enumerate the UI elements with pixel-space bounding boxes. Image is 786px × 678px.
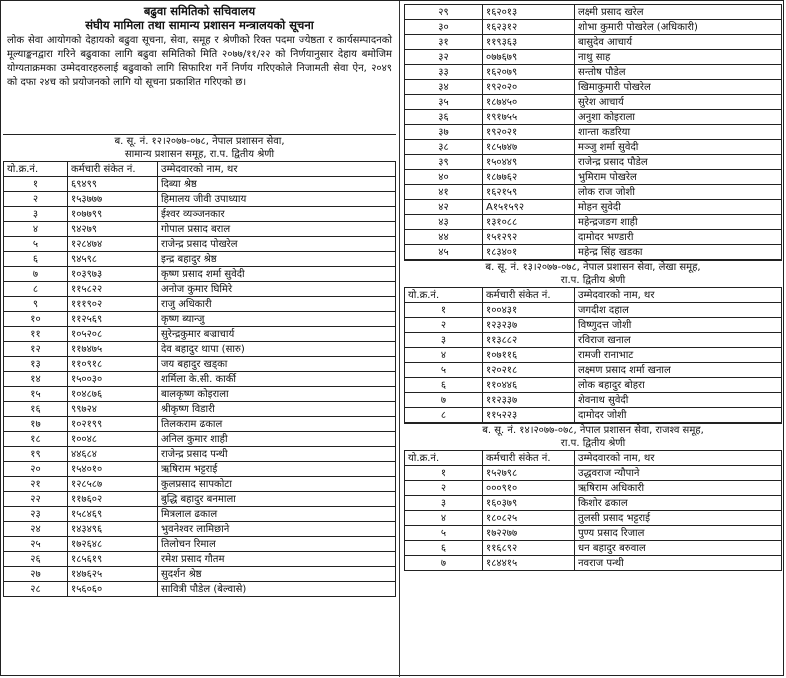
- employee-symbol-cell: १८७७६२: [483, 170, 575, 185]
- candidate-name-cell: जगदीश दहाल: [575, 303, 782, 318]
- serial-number-cell: ७: [405, 556, 483, 571]
- serial-number-cell: २७: [4, 567, 68, 582]
- table-row: [405, 556, 782, 571]
- employee-symbol-cell: ११२५६९: [68, 312, 158, 327]
- table-row: [405, 333, 782, 348]
- employee-symbol-cell: ११६८९२: [483, 541, 575, 556]
- serial-number-cell: ३६: [405, 110, 483, 125]
- candidate-name-cell: राजेन्द्र प्रसाद पन्थी: [158, 447, 396, 462]
- employee-symbol-cell: ९४२७९: [68, 222, 158, 237]
- employee-symbol-cell: १६२३१२: [483, 20, 575, 35]
- serial-number-cell: १५: [4, 387, 68, 402]
- employee-symbol-cell: १८७४५०: [483, 95, 575, 110]
- employee-symbol-cell: १९२०२१: [483, 125, 575, 140]
- employee-symbol-cell: १२८४७४: [68, 237, 158, 252]
- candidate-name-cell: शोभा कुमारी पोखरेल (अधिकारी): [575, 20, 782, 35]
- employee-symbol-cell: ११३८८२: [483, 333, 575, 348]
- serial-number-cell: ३९: [405, 155, 483, 170]
- table-row: [4, 447, 396, 462]
- serial-number-cell: ३८: [405, 140, 483, 155]
- employee-symbol-cell: १९२०२०: [483, 80, 575, 95]
- candidate-name-cell: अनुशा कोइराला: [575, 110, 782, 125]
- candidate-name-cell: इन्द्र बहादुर श्रेष्ठ: [158, 252, 396, 267]
- employee-symbol-cell: ११५२२३: [483, 408, 575, 423]
- candidate-name-cell: नाथु साह: [575, 50, 782, 65]
- employee-symbol-cell: १७२२७७: [483, 526, 575, 541]
- candidate-name-cell: तुलसी प्रसाद भट्टराई: [575, 511, 782, 526]
- employee-symbol-cell: १०३९७३: [68, 267, 158, 282]
- candidate-name-cell: जय बहादुर खड्का: [158, 357, 396, 372]
- candidate-name-cell: महेन्द्र सिंह खडका: [575, 245, 782, 260]
- table-row: [4, 237, 396, 252]
- serial-number-cell: ९: [4, 297, 68, 312]
- serial-number-cell: ४१: [405, 185, 483, 200]
- candidate-name-cell: हिमालय जीवी उपाध्याय: [158, 192, 396, 207]
- table-row: [4, 312, 396, 327]
- table-row: [405, 95, 782, 110]
- table-row: [4, 477, 396, 492]
- employee-symbol-cell: १४७६२५: [68, 567, 158, 582]
- candidate-name-cell: भुवनेश्वर लामिछाने: [158, 522, 396, 537]
- section1-table: [3, 161, 396, 597]
- table-row: [405, 20, 782, 35]
- table-row: [405, 466, 782, 481]
- employee-symbol-cell: ११०४४६: [483, 378, 575, 393]
- serial-number-cell: ४: [405, 348, 483, 363]
- candidate-name-cell: राजु अधिकारी: [158, 297, 396, 312]
- section3-title-line1: ब. सू. नं. १४।२०७७-०७८, नेपाल प्रशासन सेवा, राजश्व समूह,: [482, 425, 704, 436]
- serial-number-cell: ३: [405, 333, 483, 348]
- employee-symbol-cell: १७२६४८: [68, 537, 158, 552]
- ministry-heading: संघीय मामिला तथा सामान्य प्रशासन मन्त्रालयको सूचना: [85, 18, 314, 32]
- candidate-name-cell: बासुदेव आचार्य: [575, 35, 782, 50]
- section3-title-line2: रा.प. द्वितीय श्रेणी: [560, 438, 626, 449]
- employee-symbol-cell: १४३४९६: [68, 522, 158, 537]
- candidate-name-cell: रविराज खनाल: [575, 333, 782, 348]
- section2-title: [404, 260, 782, 287]
- serial-number-cell: ३३: [405, 65, 483, 80]
- table-row: [405, 65, 782, 80]
- section3-title: [404, 423, 782, 450]
- serial-number-cell: ८: [405, 408, 483, 423]
- table-row: [405, 303, 782, 318]
- candidate-name-cell: पुण्य प्रसाद रिजाल: [575, 526, 782, 541]
- table-row: [405, 408, 782, 423]
- table-row: [405, 140, 782, 155]
- section1-title: [3, 134, 396, 161]
- serial-number-cell: ५: [405, 526, 483, 541]
- section1-cont-table: [404, 4, 782, 260]
- candidate-name-cell: लोक राज जोशी: [575, 185, 782, 200]
- employee-symbol-cell: १५८४६९: [68, 507, 158, 522]
- serial-number-cell: १६: [4, 402, 68, 417]
- table-row: [405, 170, 782, 185]
- candidate-name-cell: कृष्ण प्रसाद शर्मा सुवेदी: [158, 267, 396, 282]
- serial-number-cell: ४०: [405, 170, 483, 185]
- serial-number-cell: ६: [4, 252, 68, 267]
- candidate-name-cell: कुलप्रसाद सापकोटा: [158, 477, 396, 492]
- candidate-name-cell: सुरेन्द्रकुमार बज्राचार्य: [158, 327, 396, 342]
- candidate-name-cell: शान्ता कडरिया: [575, 125, 782, 140]
- candidate-name-cell: बालकृष्ण कोइराला: [158, 387, 396, 402]
- serial-number-cell: २८: [4, 582, 68, 597]
- employee-symbol-cell: १८५७४७: [483, 140, 575, 155]
- table-row: [4, 417, 396, 432]
- candidate-name-cell: रमेश प्रसाद गौतम: [158, 552, 396, 567]
- table-row: [4, 252, 396, 267]
- candidate-name-cell: अनिल कुमार शाही: [158, 432, 396, 447]
- section2-rows: [405, 303, 782, 423]
- employee-symbol-cell: ११५८२२: [68, 282, 158, 297]
- candidate-name-cell: विष्णुदत्त जोशी: [575, 318, 782, 333]
- intro-paragraph: लोक सेवा आयोगको देहायको बढुवा सूचना, सेवा, समूह र श्रेणीको रिक्त पदमा ज्येष्ठता र कार्यसम्पादनको मूल्याङ्कनद्वारा गरिने बढुवाका लागि बढुवा समितिको मिति २०७७/११/२२ को निर्णयानुसार देहाय बमोजिम योग्यताक्रमका उम्मेदवारहरुलाई बढुवाको लागि सिफारिश गर्ने निर्णय गरिएकोले निजामती सेवा ऐन, २०४९ को दफा २४च को प्रयोजनको लागि यो सूचना प्रकाशित गरिएको छ।: [7, 35, 392, 88]
- serial-number-cell: १०: [4, 312, 68, 327]
- table-row: [4, 432, 396, 447]
- table-row: [405, 318, 782, 333]
- serial-number-cell: २२: [4, 492, 68, 507]
- serial-number-cell: ३०: [405, 20, 483, 35]
- serial-number-cell: १७: [4, 417, 68, 432]
- table-row: [4, 282, 396, 297]
- candidate-name-cell: शेवनाथ सुवेदी: [575, 393, 782, 408]
- employee-symbol-cell: १०७११६: [483, 348, 575, 363]
- employee-symbol-cell: १२३२३७: [483, 318, 575, 333]
- col-symbol-header: कर्मचारी संकेत नं.: [68, 162, 158, 177]
- candidate-name-cell: ऋषिराम अधिकारी: [575, 481, 782, 496]
- table-row: [4, 552, 396, 567]
- serial-number-cell: १: [405, 466, 483, 481]
- table-row: [405, 393, 782, 408]
- candidate-name-cell: लक्ष्मी प्रसाद खरेल: [575, 5, 782, 20]
- table-row: [4, 537, 396, 552]
- serial-number-cell: २३: [4, 507, 68, 522]
- serial-number-cell: ७: [405, 393, 483, 408]
- right-column: [404, 4, 782, 571]
- serial-number-cell: ३२: [405, 50, 483, 65]
- serial-number-cell: ३१: [405, 35, 483, 50]
- table-row: [405, 541, 782, 556]
- candidate-name-cell: दामोदर भण्डारी: [575, 230, 782, 245]
- employee-symbol-cell: १०२१९९: [68, 417, 158, 432]
- serial-number-cell: ४४: [405, 230, 483, 245]
- section3-header-row: [405, 451, 782, 466]
- employee-symbol-cell: १८५६१९: [68, 552, 158, 567]
- candidate-name-cell: महेन्द्रजङग शाही: [575, 215, 782, 230]
- col-symbol-header: कर्मचारी संकेत नं.: [483, 288, 575, 303]
- table-row: [4, 207, 396, 222]
- employee-symbol-cell: ०००९१०: [483, 481, 575, 496]
- table-row: [405, 5, 782, 20]
- table-row: [4, 222, 396, 237]
- serial-number-cell: १३: [4, 357, 68, 372]
- office-heading: बढुवा समितिको सचिवालय: [143, 4, 256, 18]
- table-row: [405, 110, 782, 125]
- section1-title-line1: ब. सू. नं. १२।२०७७-०७८, नेपाल प्रशासन सेवा,: [114, 136, 285, 147]
- employee-symbol-cell: A१५१५९२: [483, 200, 575, 215]
- col-sn-header: यो.क्र.नं.: [405, 288, 483, 303]
- candidate-name-cell: किशोर ढकाल: [575, 496, 782, 511]
- employee-symbol-cell: १८३४०१: [483, 245, 575, 260]
- employee-symbol-cell: १३१०८८: [483, 215, 575, 230]
- table-row: [4, 387, 396, 402]
- employee-symbol-cell: १००४३१: [483, 303, 575, 318]
- serial-number-cell: ६: [405, 541, 483, 556]
- section2-table: [404, 287, 782, 423]
- col-name-header: उम्मेदवारको नाम, थर: [575, 451, 782, 466]
- section3-table: [404, 450, 782, 571]
- table-row: [4, 402, 396, 417]
- employee-symbol-cell: १५००३०: [68, 372, 158, 387]
- serial-number-cell: २५: [4, 537, 68, 552]
- serial-number-cell: ३: [405, 496, 483, 511]
- employee-symbol-cell: ९९७२४: [68, 402, 158, 417]
- candidate-name-cell: सुरेश आचार्य: [575, 95, 782, 110]
- candidate-name-cell: भुमिराम पोखरेल: [575, 170, 782, 185]
- candidate-name-cell: लक्ष्मण प्रसाद शर्मा खनाल: [575, 363, 782, 378]
- serial-number-cell: १: [405, 303, 483, 318]
- table-row: [405, 496, 782, 511]
- serial-number-cell: २४: [4, 522, 68, 537]
- serial-number-cell: ३७: [405, 125, 483, 140]
- table-row: [4, 492, 396, 507]
- candidate-name-cell: राजेन्द्र प्रसाद पौडेल: [575, 155, 782, 170]
- serial-number-cell: ४३: [405, 215, 483, 230]
- table-row: [4, 342, 396, 357]
- employee-symbol-cell: ११७४७५: [68, 342, 158, 357]
- candidate-name-cell: ऋषिराम भट्टराई: [158, 462, 396, 477]
- col-name-header: उम्मेदवारको नाम, थर: [575, 288, 782, 303]
- serial-number-cell: ११: [4, 327, 68, 342]
- candidate-name-cell: बुद्धि बहादुर बनमाला: [158, 492, 396, 507]
- table-row: [405, 35, 782, 50]
- employee-symbol-cell: १६२१५९: [483, 185, 575, 200]
- serial-number-cell: २: [405, 318, 483, 333]
- table-row: [405, 363, 782, 378]
- candidate-name-cell: उद्धवराज न्यौपाने: [575, 466, 782, 481]
- employee-symbol-cell: ९४५९८: [68, 252, 158, 267]
- employee-symbol-cell: १८४४१५: [483, 556, 575, 571]
- serial-number-cell: २०: [4, 462, 68, 477]
- col-sn-header: यो.क्र.नं.: [4, 162, 68, 177]
- table-row: [4, 567, 396, 582]
- employee-symbol-cell: १०७७९९: [68, 207, 158, 222]
- candidate-name-cell: ईश्वर व्यञ्जनकार: [158, 207, 396, 222]
- employee-symbol-cell: १८०८२५: [483, 511, 575, 526]
- serial-number-cell: ३५: [405, 95, 483, 110]
- col-name-header: उम्मेदवारको नाम, थर: [158, 162, 396, 177]
- table-row: [4, 507, 396, 522]
- table-row: [405, 378, 782, 393]
- table-row: [405, 526, 782, 541]
- section2-header-row: [405, 288, 782, 303]
- serial-number-cell: १४: [4, 372, 68, 387]
- serial-number-cell: २: [405, 481, 483, 496]
- table-row: [4, 267, 396, 282]
- employee-symbol-cell: १२८५८७: [68, 477, 158, 492]
- employee-symbol-cell: ११७६०२: [68, 492, 158, 507]
- table-row: [405, 511, 782, 526]
- table-row: [4, 357, 396, 372]
- table-row: [405, 80, 782, 95]
- table-row: [405, 185, 782, 200]
- employee-symbol-cell: १५२७९८: [483, 466, 575, 481]
- table-row: [405, 50, 782, 65]
- employee-symbol-cell: १५६०६०: [68, 582, 158, 597]
- candidate-name-cell: मोहन सुवेदी: [575, 200, 782, 215]
- serial-number-cell: ५: [405, 363, 483, 378]
- section1-header-row: [4, 162, 396, 177]
- table-row: [4, 327, 396, 342]
- employee-symbol-cell: १६२०७९: [483, 65, 575, 80]
- table-row: [405, 125, 782, 140]
- table-row: [405, 215, 782, 230]
- candidate-name-cell: मित्रलाल ढकाल: [158, 507, 396, 522]
- serial-number-cell: १२: [4, 342, 68, 357]
- candidate-name-cell: मञ्जु शर्मा सुवेदी: [575, 140, 782, 155]
- serial-number-cell: १: [4, 177, 68, 192]
- table-row: [4, 582, 396, 597]
- table-row: [405, 230, 782, 245]
- employee-symbol-cell: १५३७७७: [68, 192, 158, 207]
- table-row: [4, 192, 396, 207]
- section1-title-line2: सामान्य प्रशासन समूह, रा.प. द्वितीय श्रेणी: [124, 149, 275, 160]
- candidate-name-cell: रामजी रानाभाट: [575, 348, 782, 363]
- serial-number-cell: ४: [405, 511, 483, 526]
- candidate-name-cell: राजेन्द्र प्रसाद पोखरेल: [158, 237, 396, 252]
- candidate-name-cell: गोपाल प्रसाद बराल: [158, 222, 396, 237]
- table-row: [405, 155, 782, 170]
- col-symbol-header: कर्मचारी संकेत नं.: [483, 451, 575, 466]
- employee-symbol-cell: ११२३३७: [483, 393, 575, 408]
- serial-number-cell: ४२: [405, 200, 483, 215]
- section1-rows: [4, 177, 396, 597]
- table-row: [405, 481, 782, 496]
- serial-number-cell: १८: [4, 432, 68, 447]
- candidate-name-cell: सन्तोष पौडेल: [575, 65, 782, 80]
- serial-number-cell: ३४: [405, 80, 483, 95]
- left-column: [3, 4, 396, 597]
- employee-symbol-cell: १५४०१०: [68, 462, 158, 477]
- candidate-name-cell: सावित्री पौडेल (बेल्वासे): [158, 582, 396, 597]
- candidate-name-cell: नवराज पन्थी: [575, 556, 782, 571]
- table-row: [405, 348, 782, 363]
- table-row: [4, 462, 396, 477]
- table-row: [405, 200, 782, 215]
- table-row: [4, 177, 396, 192]
- section2-title-line1: ब. सू. नं. १३।२०७७-०७८, नेपाल प्रशासन सेवा, लेखा समूह,: [485, 262, 701, 273]
- employee-symbol-cell: १५१२९२: [483, 230, 575, 245]
- serial-number-cell: २९: [405, 5, 483, 20]
- employee-symbol-cell: ४४६८४: [68, 447, 158, 462]
- serial-number-cell: ४५: [405, 245, 483, 260]
- column-divider: [399, 1, 400, 677]
- candidate-name-cell: देव बहादुर थापा (सारु): [158, 342, 396, 357]
- employee-symbol-cell: १०४८७६: [68, 387, 158, 402]
- candidate-name-cell: श्रीकृष्ण विडारी: [158, 402, 396, 417]
- candidate-name-cell: खिमाकुमारी पोखरेल: [575, 80, 782, 95]
- col-sn-header: यो.क्र.नं.: [405, 451, 483, 466]
- serial-number-cell: २६: [4, 552, 68, 567]
- table-row: [405, 245, 782, 260]
- candidate-name-cell: दिब्या श्रेष्ठ: [158, 177, 396, 192]
- candidate-name-cell: अनोज कुमार घिमिरे: [158, 282, 396, 297]
- table-row: [4, 372, 396, 387]
- candidate-name-cell: कृष्ण ब्यान्जु: [158, 312, 396, 327]
- employee-symbol-cell: १००४८: [68, 432, 158, 447]
- employee-symbol-cell: १२०२१८: [483, 363, 575, 378]
- candidate-name-cell: दामोदर जोशी: [575, 408, 782, 423]
- employee-symbol-cell: ०७७६७९: [483, 50, 575, 65]
- serial-number-cell: ३: [4, 207, 68, 222]
- serial-number-cell: २१: [4, 477, 68, 492]
- employee-symbol-cell: ११९३६३: [483, 35, 575, 50]
- section2-title-line2: रा.प. द्वितीय श्रेणी: [560, 275, 626, 286]
- serial-number-cell: ८: [4, 282, 68, 297]
- serial-number-cell: २: [4, 192, 68, 207]
- section1-cont-rows: [405, 5, 782, 260]
- employee-symbol-cell: १६२०१३: [483, 5, 575, 20]
- candidate-name-cell: लोक बहादुर बोहरा: [575, 378, 782, 393]
- employee-symbol-cell: १५०४४९: [483, 155, 575, 170]
- serial-number-cell: ४: [4, 222, 68, 237]
- candidate-name-cell: तिलोचन रिमाल: [158, 537, 396, 552]
- section3-rows: [405, 466, 782, 571]
- employee-symbol-cell: १०५२०८: [68, 327, 158, 342]
- serial-number-cell: १९: [4, 447, 68, 462]
- candidate-name-cell: धन बहादुर बरुवाल: [575, 541, 782, 556]
- serial-number-cell: ७: [4, 267, 68, 282]
- employee-symbol-cell: ६९४९९: [68, 177, 158, 192]
- employee-symbol-cell: १९१७५५: [483, 110, 575, 125]
- candidate-name-cell: सुदर्शन श्रेष्ठ: [158, 567, 396, 582]
- employee-symbol-cell: १६०३७९: [483, 496, 575, 511]
- employee-symbol-cell: १११९०२: [68, 297, 158, 312]
- serial-number-cell: ५: [4, 237, 68, 252]
- table-row: [4, 297, 396, 312]
- table-row: [4, 522, 396, 537]
- employee-symbol-cell: ११०९१८: [68, 357, 158, 372]
- serial-number-cell: ६: [405, 378, 483, 393]
- candidate-name-cell: तिलकराम ढकाल: [158, 417, 396, 432]
- candidate-name-cell: शर्मिला के.सी. कार्की: [158, 372, 396, 387]
